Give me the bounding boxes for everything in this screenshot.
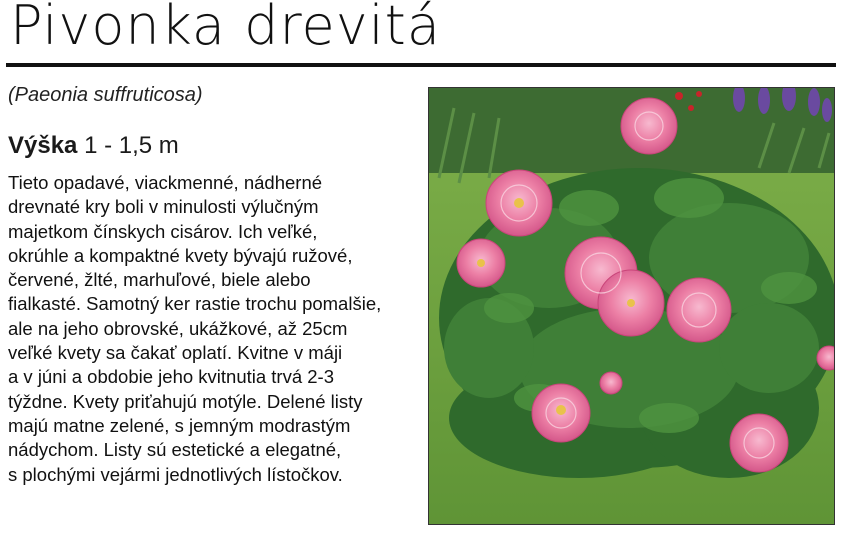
description-line: veľké kvety sa čakať oplatí. Kvitne v máji (8, 342, 343, 364)
description-line: červené, žlté, marhuľové, biele alebo (8, 269, 311, 291)
title-divider (6, 63, 836, 67)
description-line: ale na jeho obrovské, ukážkové, až 25cm (8, 317, 348, 339)
description-line: fialkasté. Samotný ker rastie trochu pomalšie, (8, 293, 382, 315)
description-line: nádychom. Listy sú estetické a elegatné, (8, 439, 342, 461)
description (8, 171, 413, 487)
description-line: týždne. Kvety priťahujú motýle. Delené listy (8, 390, 363, 412)
height-value: 1 - 1,5 m (84, 132, 179, 159)
latin-name: (Paeonia suffruticosa) (8, 84, 203, 106)
peony-bush-illustration (429, 88, 835, 525)
description-line: a v júni a obdobie jeho kvitnutia trvá 2-3 (8, 366, 335, 388)
description-line: majú matne zelené, s jemným modrastým (8, 414, 351, 436)
description-line: Tieto opadavé, viackmenné, nádherné (8, 172, 323, 193)
page-title: Pivonka drevitá (10, 0, 441, 57)
height-label: Výška (8, 132, 78, 159)
description-line: majetkom čínskych cisárov. Ich veľké, (8, 220, 318, 242)
height-info (8, 132, 179, 160)
description-line: s plochými vejármi jednotlivých lístočkov. (8, 463, 343, 485)
description-line: drevnaté kry boli v minulosti výlučným (8, 196, 319, 218)
peony-photo (428, 87, 835, 525)
description-line: okrúhle a kompaktné kvety bývajú ružové, (8, 244, 353, 266)
